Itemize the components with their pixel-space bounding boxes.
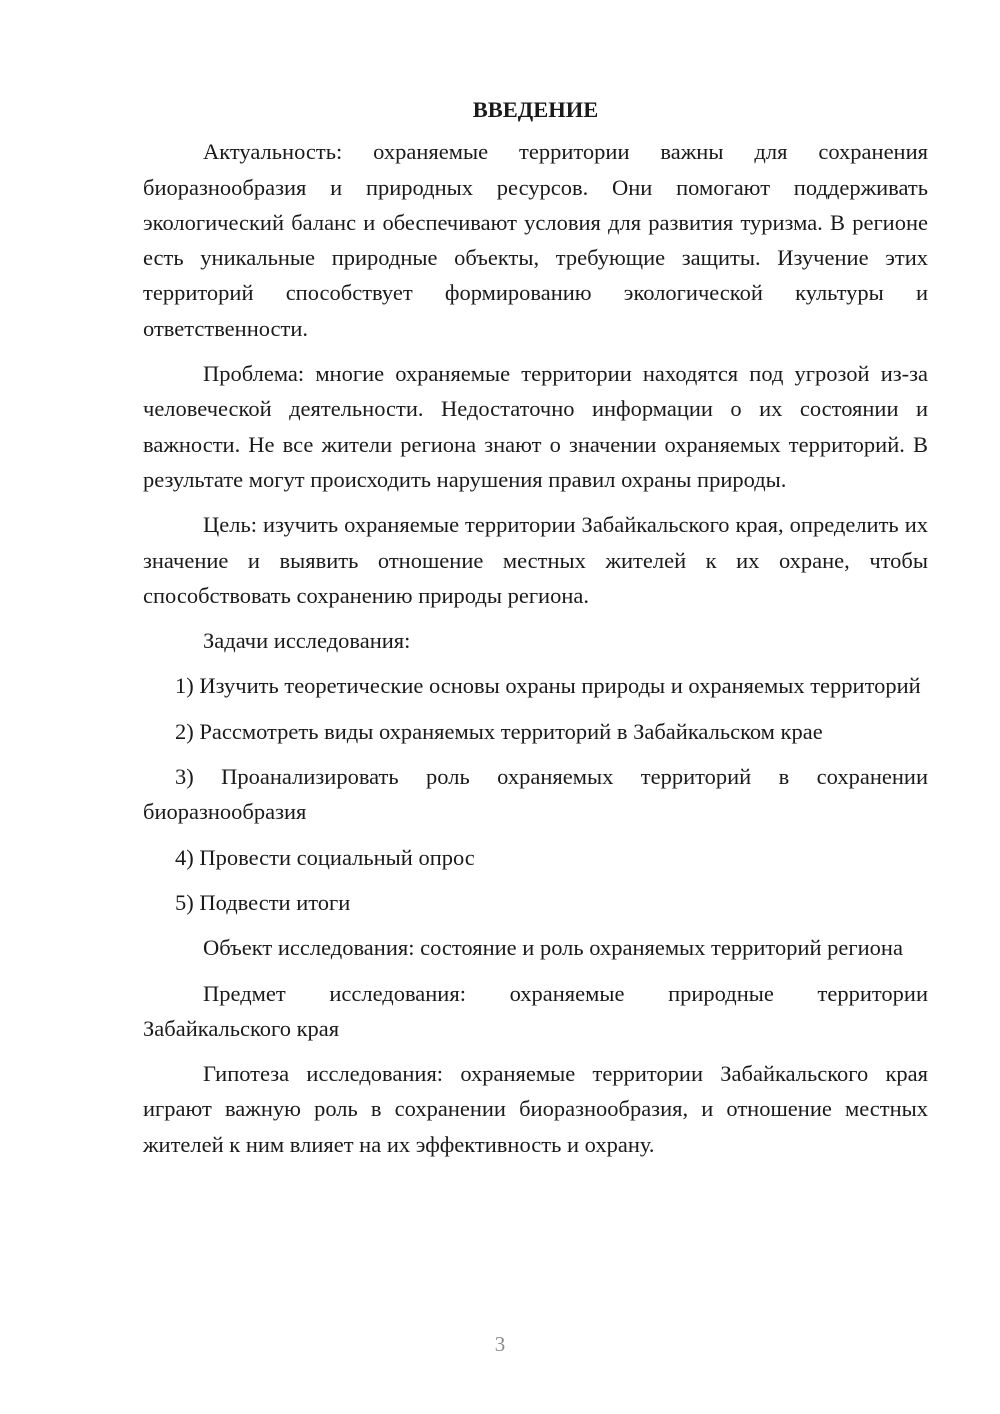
- tasks-list: [143, 668, 928, 920]
- tasks-heading: Задачи исследования:: [203, 628, 411, 654]
- page-content: [143, 92, 928, 1172]
- subject-paragraph: Предмет исследования: охраняемые природные территории Забайкальского края: [143, 980, 928, 1041]
- task-item: 3) Проанализировать роль охраняемых территорий в сохранении биоразнообразия: [143, 764, 928, 825]
- task-item: 4) Провести социальный опрос: [175, 844, 475, 870]
- goal-paragraph: Цель: изучить охраняемые территории Забайкальского края, определить их значение и выявить отношение местных жителей к их охране, чтобы способствовать сохранению природы региона.: [143, 512, 928, 608]
- object-paragraph: Объект исследования: состояние и роль охраняемых территорий региона: [203, 935, 903, 961]
- relevance-paragraph: Актуальность: охраняемые территории важны для сохранения биоразнообразия и природных ресурсов. Они помогают поддерживать экологический баланс и обеспечивают условия для развития туризма. В регионе есть уникальные природные объекты, требующие защиты. Изучение этих территорий способствует формированию экологической культуры и ответственности.: [143, 139, 928, 341]
- task-item: 1) Изучить теоретические основы охраны природы и охраняемых территорий: [175, 673, 921, 699]
- task-item: 2) Рассмотреть виды охраняемых территорий в Забайкальском крае: [175, 718, 823, 744]
- hypothesis-paragraph: Гипотеза исследования: охраняемые территории Забайкальского края играют важную роль в сохранении биоразнообразия, и отношение местных жителей к ним влияет на их эффективность и охрану.: [143, 1061, 928, 1157]
- problem-paragraph: Проблема: многие охраняемые территории находятся под угрозой из-за человеческой деятельности. Недостаточно информации о их состоянии и важности. Не все жители региона знают о значении охраняемых территорий. В результате могут происходить нарушения правил охраны природы.: [143, 361, 928, 492]
- task-item: 5) Подвести итоги: [175, 889, 351, 915]
- page-number: 3: [494, 1332, 506, 1356]
- section-title: ВВЕДЕНИЕ: [472, 97, 599, 122]
